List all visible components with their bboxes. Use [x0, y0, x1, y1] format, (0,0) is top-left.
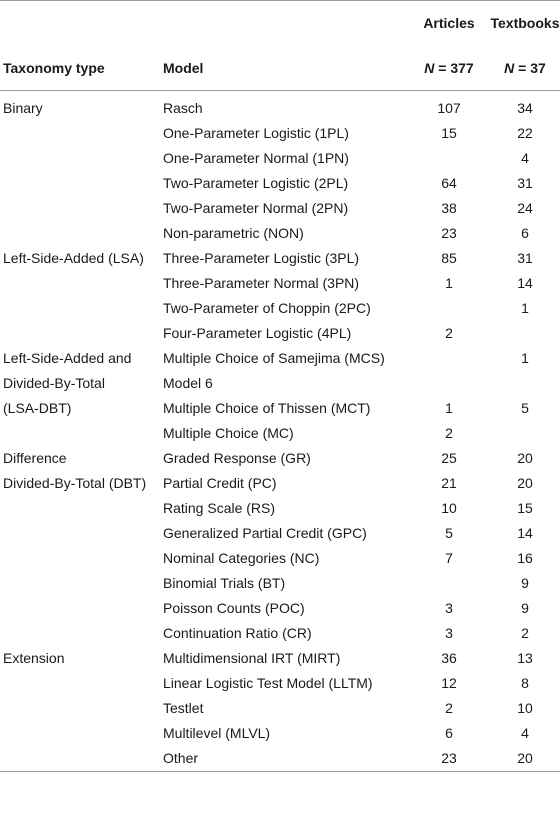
textbooks-count-cell: 31 — [517, 249, 533, 266]
model-cell: Two-Parameter Normal (2PN) — [163, 199, 349, 216]
taxonomy-type-cell — [0, 145, 163, 170]
textbooks-count-cell: 16 — [517, 549, 533, 566]
taxonomy-type-cell: Left-Side-Added and — [3, 349, 132, 366]
taxonomy-type-cell: Extension — [3, 649, 65, 666]
taxonomy-type-cell — [0, 620, 163, 645]
taxonomy-type-cell: Left-Side-Added (LSA) — [3, 249, 144, 266]
model-cell: Two-Parameter Logistic (2PL) — [163, 174, 349, 191]
taxonomy-type-cell — [0, 670, 163, 695]
textbooks-count-cell: 1 — [521, 349, 529, 366]
textbooks-count-cell — [490, 420, 560, 445]
textbooks-count-cell: 9 — [521, 574, 529, 591]
articles-n-header: N = 377 — [408, 45, 490, 91]
table-row — [0, 495, 560, 520]
table-row — [0, 245, 560, 270]
taxonomy-type-header: Taxonomy type — [0, 45, 163, 91]
taxonomy-type-cell: Divided-By-Total (DBT) — [3, 474, 147, 491]
table-row — [0, 195, 560, 220]
table-row — [0, 620, 560, 645]
table-row — [0, 320, 560, 345]
textbooks-count-cell: 31 — [517, 174, 533, 191]
model-cell: Continuation Ratio (CR) — [163, 624, 312, 641]
model-cell: Multiple Choice (MC) — [163, 424, 294, 441]
taxonomy-type-cell — [0, 545, 163, 570]
taxonomy-type-cell: Difference — [3, 449, 67, 466]
model-cell: Binomial Trials (BT) — [163, 574, 286, 591]
taxonomy-type-cell: Divided-By-Total — [3, 374, 105, 391]
articles-count-cell: 64 — [441, 174, 457, 191]
table-row — [0, 545, 560, 570]
table-row — [0, 745, 560, 772]
table-row — [0, 120, 560, 145]
model-cell: Non-parametric (NON) — [163, 224, 304, 241]
table-row — [0, 370, 560, 395]
textbooks-count-cell: 5 — [521, 399, 529, 416]
table-row — [0, 270, 560, 295]
textbooks-n-header: N = 37 — [490, 45, 560, 91]
model-cell: Multilevel (MLVL) — [163, 724, 271, 741]
model-cell: One-Parameter Normal (1PN) — [163, 149, 349, 166]
model-cell: Nominal Categories (NC) — [163, 549, 320, 566]
textbooks-count-cell: 34 — [517, 99, 533, 116]
taxonomy-type-cell — [0, 195, 163, 220]
table-row — [0, 420, 560, 445]
table-row — [0, 91, 560, 121]
textbooks-count-cell: 6 — [521, 224, 529, 241]
model-cell: Three-Parameter Logistic (3PL) — [163, 249, 360, 266]
articles-count-cell — [408, 570, 490, 595]
table-row — [0, 570, 560, 595]
textbooks-count-cell: 22 — [517, 124, 533, 141]
taxonomy-type-cell — [0, 170, 163, 195]
taxonomy-type-cell — [0, 695, 163, 720]
articles-count-cell: 15 — [441, 124, 457, 141]
textbooks-count-cell: 4 — [521, 149, 529, 166]
model-cell: Multiple Choice of Samejima (MCS) — [163, 349, 385, 366]
articles-count-cell: 21 — [441, 474, 457, 491]
articles-count-cell: 2 — [445, 699, 453, 716]
model-cell: Partial Credit (PC) — [163, 474, 277, 491]
articles-count-cell: 6 — [445, 724, 453, 741]
articles-count-cell: 23 — [441, 224, 457, 241]
model-cell: Linear Logistic Test Model (LLTM) — [163, 674, 373, 691]
taxonomy-type-cell — [0, 420, 163, 445]
articles-count-cell: 85 — [441, 249, 457, 266]
taxonomy-type-cell — [0, 720, 163, 745]
model-cell: Generalized Partial Credit (GPC) — [163, 524, 367, 541]
table-row — [0, 595, 560, 620]
taxonomy-type-cell — [0, 520, 163, 545]
textbooks-count-cell: 14 — [517, 524, 533, 541]
articles-count-cell: 23 — [408, 745, 490, 772]
textbooks-count-cell: 14 — [517, 274, 533, 291]
textbooks-count-cell: 10 — [517, 699, 533, 716]
textbooks-count-cell — [490, 370, 560, 395]
articles-count-cell: 3 — [445, 624, 453, 641]
taxonomy-type-cell — [0, 120, 163, 145]
table-row — [0, 220, 560, 245]
articles-count-cell — [408, 345, 490, 370]
articles-count-cell: 2 — [445, 424, 453, 441]
table-row — [0, 445, 560, 470]
articles-count-cell: 3 — [445, 599, 453, 616]
model-cell: Rating Scale (RS) — [163, 499, 276, 516]
textbooks-count-cell: 1 — [521, 299, 529, 316]
table-row — [0, 170, 560, 195]
textbooks-count-cell: 8 — [521, 674, 529, 691]
taxonomy-type-cell — [0, 570, 163, 595]
taxonomy-type-cell — [0, 220, 163, 245]
model-cell: Model 6 — [163, 374, 213, 391]
articles-count-cell: 25 — [441, 449, 457, 466]
textbooks-count-cell: 20 — [490, 745, 560, 772]
textbooks-count-cell — [490, 320, 560, 345]
table-row — [0, 645, 560, 670]
articles-count-cell — [408, 295, 490, 320]
model-cell: Graded Response (GR) — [163, 449, 311, 466]
articles-count-cell: 12 — [441, 674, 457, 691]
articles-count-cell — [408, 145, 490, 170]
taxonomy-type-cell — [0, 295, 163, 320]
model-header: Model — [163, 45, 408, 91]
articles-count-cell: 1 — [445, 399, 453, 416]
model-cell: Other — [163, 745, 408, 772]
model-cell: Multidimensional IRT (MIRT) — [163, 649, 341, 666]
model-cell: Rasch — [163, 99, 203, 116]
model-cell: Two-Parameter of Choppin (2PC) — [163, 299, 371, 316]
table-row — [0, 670, 560, 695]
articles-header: Articles — [408, 1, 490, 46]
taxonomy-type-cell — [0, 495, 163, 520]
model-cell: Three-Parameter Normal (3PN) — [163, 274, 360, 291]
taxonomy-type-cell — [0, 595, 163, 620]
textbooks-count-cell: 20 — [517, 474, 533, 491]
model-cell: Testlet — [163, 699, 204, 716]
textbooks-header: Textbooks — [490, 1, 560, 46]
table-row — [0, 145, 560, 170]
table-row — [0, 720, 560, 745]
table-row — [0, 520, 560, 545]
table-body — [0, 91, 560, 772]
taxonomy-type-cell: (LSA-DBT) — [3, 399, 72, 416]
articles-count-cell: 36 — [441, 649, 457, 666]
table-row — [0, 295, 560, 320]
taxonomy-type-cell — [0, 320, 163, 345]
textbooks-count-cell: 9 — [521, 599, 529, 616]
table-row — [0, 695, 560, 720]
model-cell: One-Parameter Logistic (1PL) — [163, 124, 349, 141]
model-cell: Poisson Counts (POC) — [163, 599, 305, 616]
textbooks-count-cell: 4 — [521, 724, 529, 741]
articles-count-cell: 107 — [437, 99, 461, 116]
textbooks-count-cell: 24 — [517, 199, 533, 216]
articles-count-cell — [408, 370, 490, 395]
textbooks-count-cell: 20 — [517, 449, 533, 466]
textbooks-count-cell: 15 — [517, 499, 533, 516]
table-row — [0, 345, 560, 370]
textbooks-count-cell: 13 — [517, 649, 533, 666]
articles-count-cell: 38 — [441, 199, 457, 216]
articles-count-cell: 1 — [445, 274, 453, 291]
textbooks-count-cell: 2 — [521, 624, 529, 641]
articles-count-cell: 10 — [441, 499, 457, 516]
taxonomy-type-cell — [0, 745, 163, 772]
table-row — [0, 395, 560, 420]
articles-count-cell: 5 — [445, 524, 453, 541]
model-cell: Multiple Choice of Thissen (MCT) — [163, 399, 371, 416]
taxonomy-type-cell — [0, 270, 163, 295]
taxonomy-type-cell: Binary — [3, 99, 43, 116]
articles-count-cell: 2 — [445, 324, 453, 341]
articles-count-cell: 7 — [445, 549, 453, 566]
table-row — [0, 470, 560, 495]
model-cell: Four-Parameter Logistic (4PL) — [163, 324, 352, 341]
